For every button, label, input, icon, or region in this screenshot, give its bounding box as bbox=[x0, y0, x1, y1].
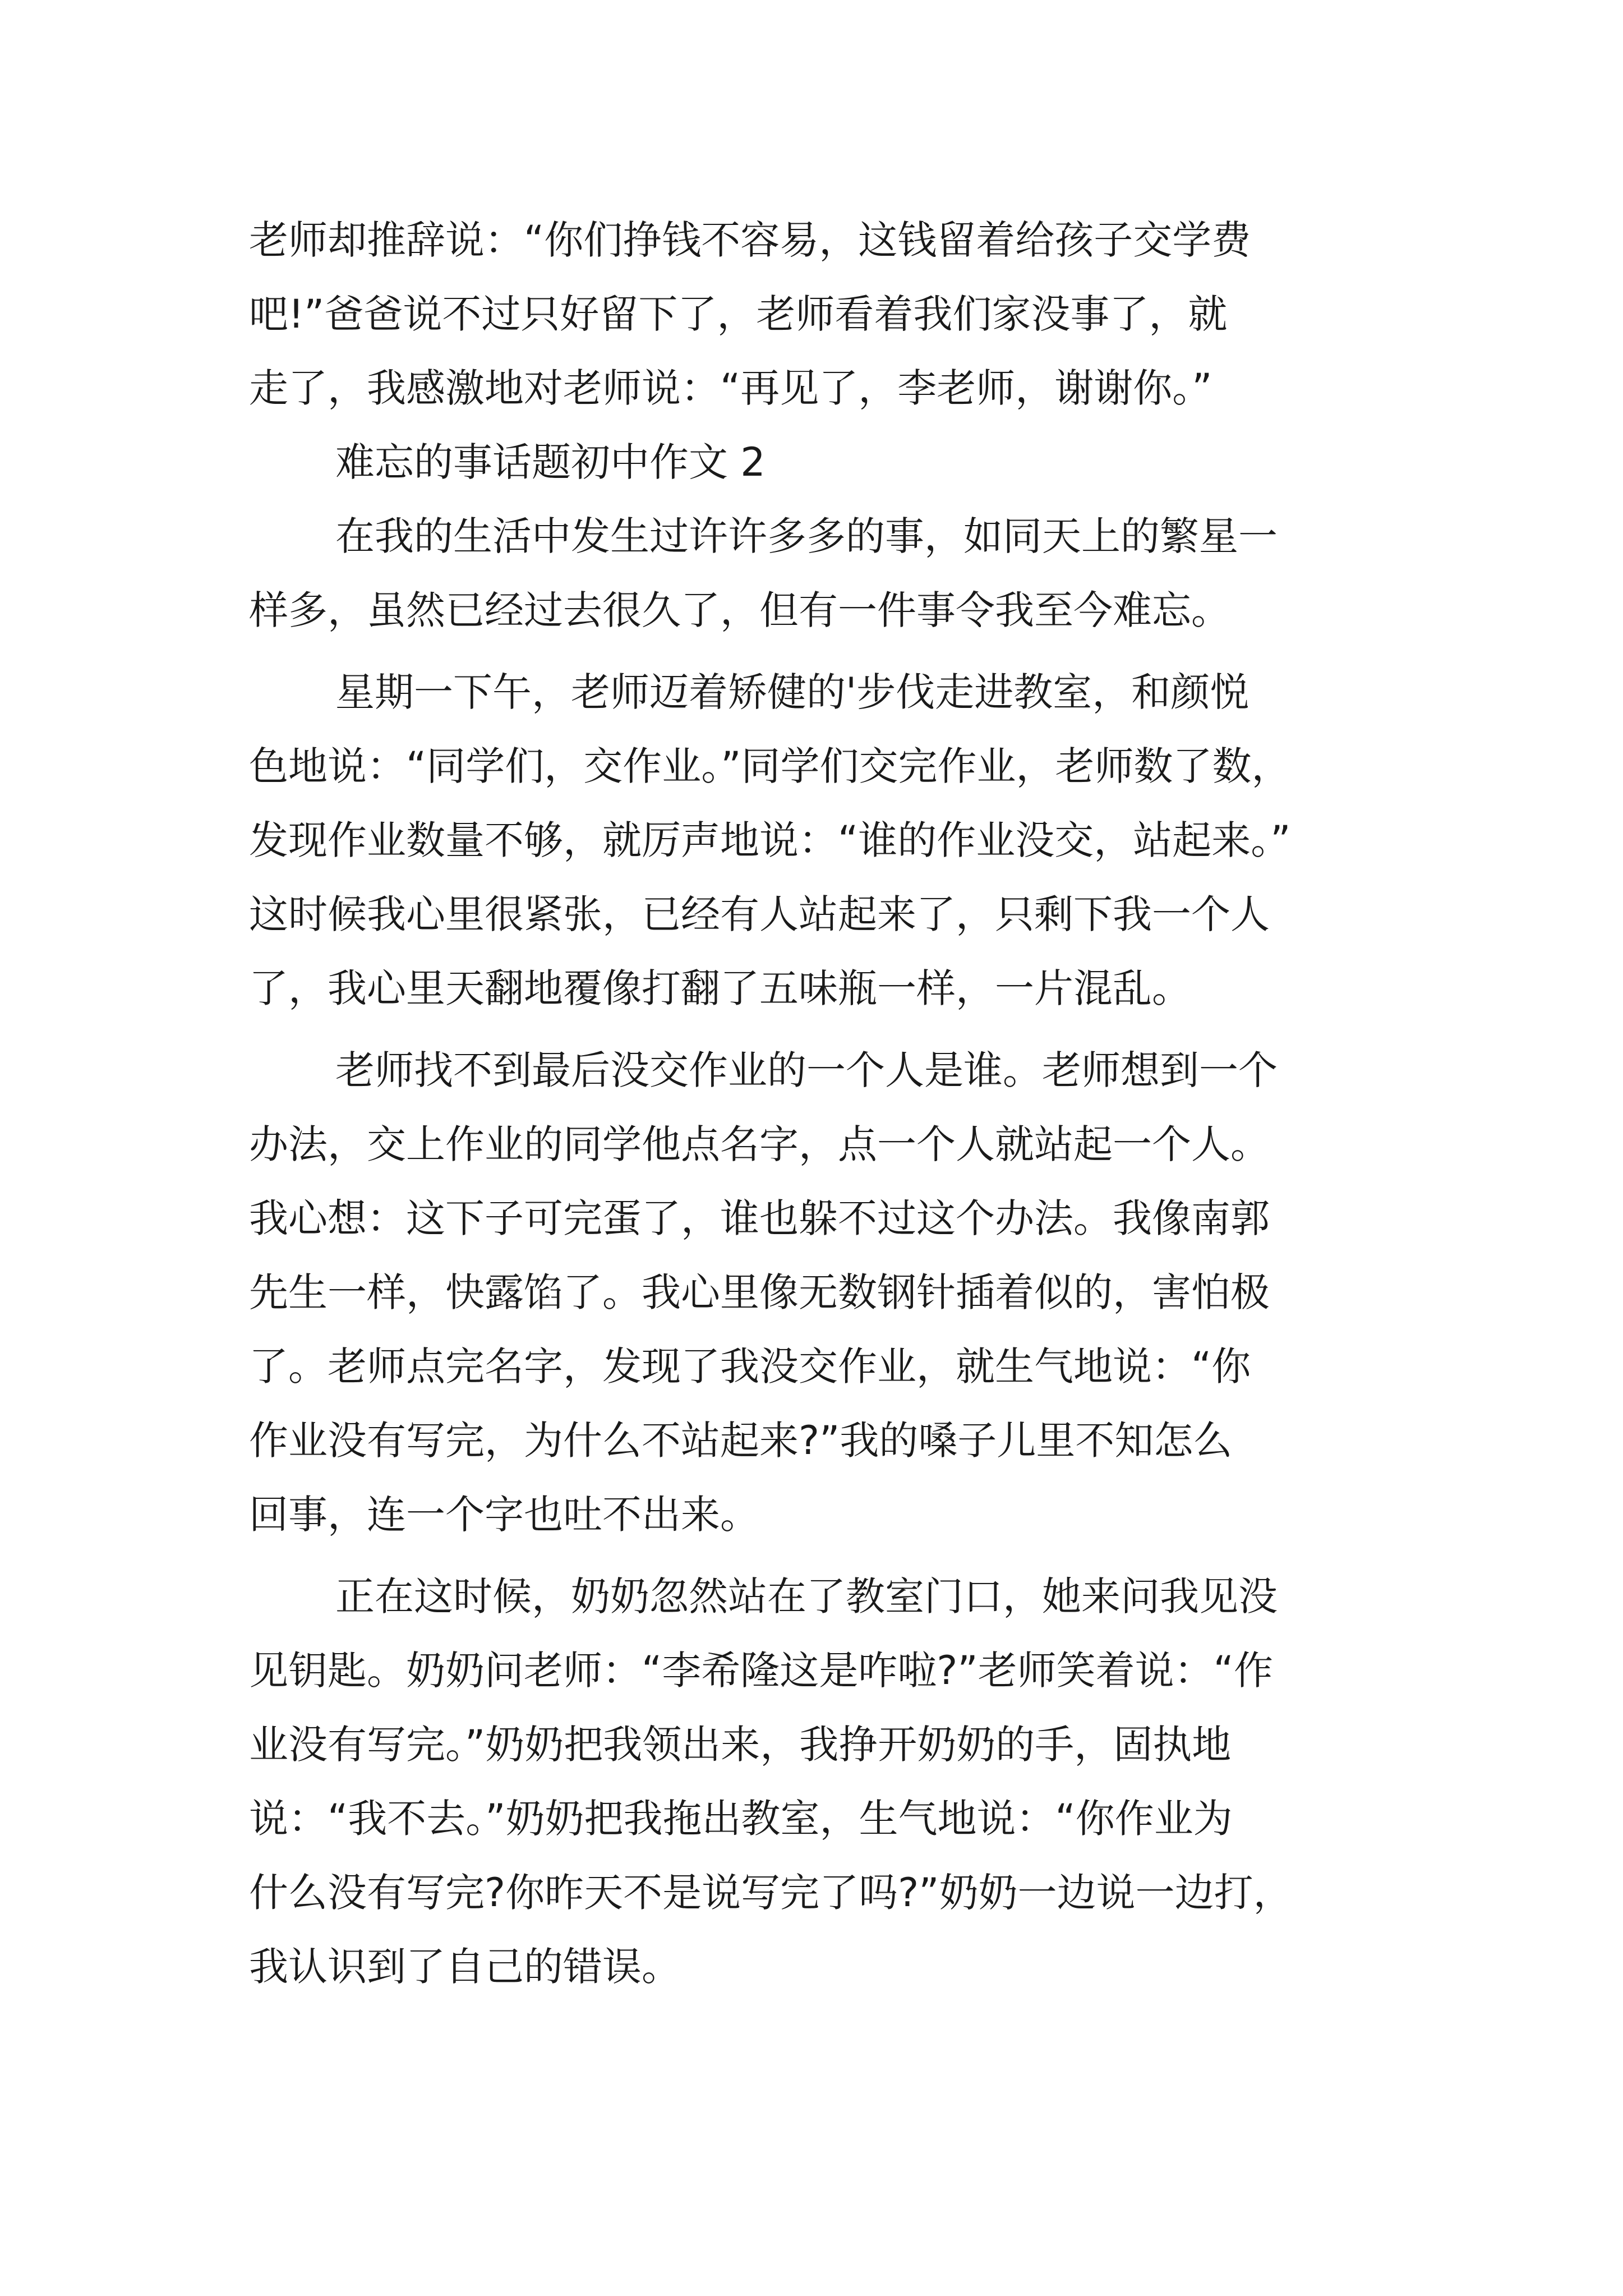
paragraph-gap bbox=[249, 647, 1432, 655]
text-line: 见钥匙。奶奶问老师：“李希隆这是咋啦?”老师笑着说：“作 bbox=[249, 1648, 1273, 1694]
paragraph-intro bbox=[249, 499, 1432, 647]
text-line: 吧!”爸爸说不过只好留下了，老师看着我们家没事了，就 bbox=[249, 291, 1228, 337]
text-line: 先生一样，快露馅了。我心里像无数钢针插着似的，害怕极 bbox=[249, 1269, 1270, 1315]
text-line: 作业没有写完，为什么不站起来?”我的嗓子儿里不知怎么 bbox=[249, 1418, 1233, 1464]
essay-title bbox=[249, 425, 1432, 499]
paragraph-roll-call bbox=[249, 1033, 1432, 1552]
text-line: 发现作业数量不够，就厉声地说：“谁的作业没交，站起来。” bbox=[249, 817, 1291, 863]
paragraph-grandma bbox=[249, 1559, 1432, 2004]
text-line: 走了，我感激地对老师说：“再见了，李老师，谢谢你。” bbox=[249, 365, 1212, 411]
text-line: 办法，交上作业的同学他点名字，点一个人就站起一个人。 bbox=[249, 1121, 1270, 1167]
text-line: 老师却推辞说：“你们挣钱不容易，这钱留着给孩子交学费 bbox=[249, 217, 1251, 263]
paragraph-homework bbox=[249, 655, 1432, 1025]
text-line: 正在这时候，奶奶忽然站在了教室门口，她来问我见没 bbox=[335, 1573, 1278, 1619]
paragraph-continuation bbox=[249, 203, 1432, 425]
text-line: 了。老师点完名字，发现了我没交作业，就生气地说：“你 bbox=[249, 1343, 1251, 1389]
text-line: 什么没有写完?你昨天不是说写完了吗?”奶奶一边说一边打， bbox=[249, 1870, 1293, 1916]
text-line: 回事，连一个字也吐不出来。 bbox=[249, 1492, 759, 1538]
document-body bbox=[249, 203, 1432, 2004]
text-line: 这时候我心里很紧张，已经有人站起来了，只剩下我一个人 bbox=[249, 891, 1270, 937]
paragraph-gap bbox=[249, 1552, 1432, 1559]
section-heading: 难忘的事话题初中作文 2 bbox=[335, 439, 766, 485]
text-line: 我认识到了自己的错误。 bbox=[249, 1944, 681, 1990]
text-line: 了，我心里天翻地覆像打翻了五味瓶一样，一片混乱。 bbox=[249, 965, 1191, 1011]
text-line: 业没有写完。”奶奶把我领出来，我挣开奶奶的手，固执地 bbox=[249, 1722, 1232, 1768]
text-line: 样多，虽然已经过去很久了，但有一件事令我至今难忘。 bbox=[249, 587, 1230, 633]
text-line: 老师找不到最后没交作业的一个人是谁。老师想到一个 bbox=[335, 1047, 1278, 1093]
text-line: 我心想：这下子可完蛋了，谁也躲不过这个办法。我像南郭 bbox=[249, 1195, 1270, 1241]
text-line: 色地说：“同学们，交作业。”同学们交完作业，老师数了数， bbox=[249, 743, 1291, 789]
text-line: 在我的生活中发生过许许多多的事，如同天上的繁星一 bbox=[335, 513, 1278, 559]
text-line: 说：“我不去。”奶奶把我拖出教室，生气地说：“你作业为 bbox=[249, 1796, 1233, 1842]
paragraph-gap bbox=[249, 1025, 1432, 1033]
text-line: 星期一下午，老师迈着矫健的'步伐走进教室，和颜悦 bbox=[335, 669, 1249, 715]
